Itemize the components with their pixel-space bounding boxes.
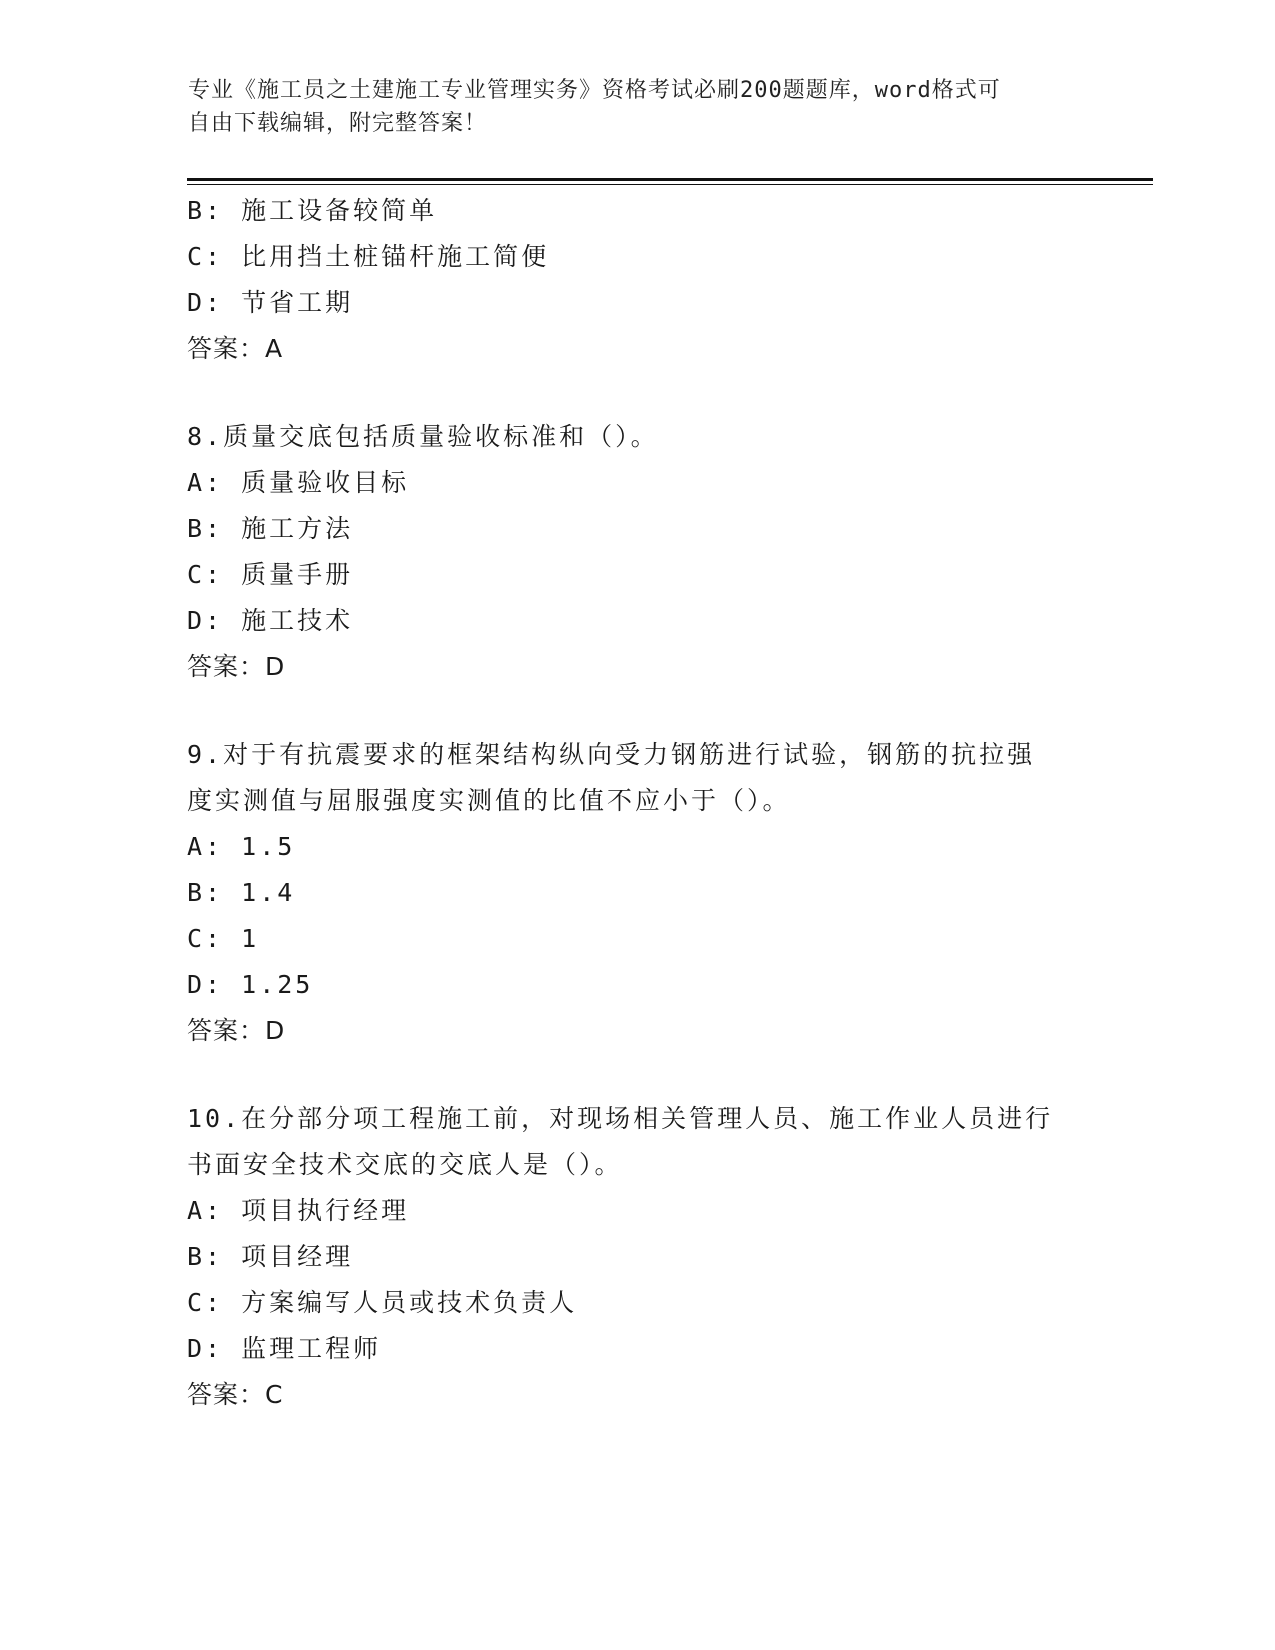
q9-option-d: D: 1.25	[187, 970, 314, 999]
q8-question: 8.质量交底包括质量验收标准和（）。	[187, 422, 659, 451]
q8-option-d: D: 施工技术	[187, 606, 354, 635]
q9-question-line-1: 9.对于有抗震要求的框架结构纵向受力钢筋进行试验，钢筋的抗拉强	[187, 740, 1036, 769]
document-body	[187, 188, 1087, 1418]
q10-option-b: B: 项目经理	[187, 1242, 354, 1271]
q9-answer: 答案：D	[187, 1016, 286, 1045]
q10-answer: 答案：C	[187, 1380, 284, 1409]
q9-option-c: C: 1	[187, 924, 260, 953]
q10-option-a: A: 项目执行经理	[187, 1196, 410, 1225]
q10-question-line-2: 书面安全技术交底的交底人是（）。	[187, 1150, 623, 1179]
q8-option-a: A: 质量验收目标	[187, 468, 410, 497]
header-title-line-2: 自由下载编辑，附完整答案！	[188, 111, 488, 136]
question-10-block	[187, 1096, 1087, 1418]
spacer	[187, 690, 1087, 732]
header-divider-thin	[187, 184, 1153, 185]
question-7-block	[187, 188, 1087, 372]
q8-answer: 答案：D	[187, 652, 286, 681]
spacer	[187, 1054, 1087, 1096]
document-header	[188, 74, 1068, 140]
header-divider-thick	[187, 178, 1153, 181]
q9-question-line-2: 度实测值与屈服强度实测值的比值不应小于（）。	[187, 786, 791, 815]
q9-option-a: A: 1.5	[187, 832, 296, 861]
q8-option-c: C: 质量手册	[187, 560, 354, 589]
q10-option-c: C: 方案编写人员或技术负责人	[187, 1288, 578, 1317]
q9-option-b: B: 1.4	[187, 878, 296, 907]
header-title-line-1: 专业《施工员之土建施工专业管理实务》资格考试必刷200题题库，word格式可	[188, 78, 1001, 103]
question-9-block	[187, 732, 1087, 1054]
q8-option-b: B: 施工方法	[187, 514, 354, 543]
question-8-block	[187, 414, 1087, 690]
q10-question-line-1: 10.在分部分项工程施工前，对现场相关管理人员、施工作业人员进行	[187, 1104, 1054, 1133]
q7-option-b: B: 施工设备较简单	[187, 196, 438, 225]
q7-option-c: C: 比用挡土桩锚杆施工简便	[187, 242, 550, 271]
q7-answer: 答案：A	[187, 334, 284, 363]
spacer	[187, 372, 1087, 414]
q10-option-d: D: 监理工程师	[187, 1334, 382, 1363]
q7-option-d: D: 节省工期	[187, 288, 354, 317]
